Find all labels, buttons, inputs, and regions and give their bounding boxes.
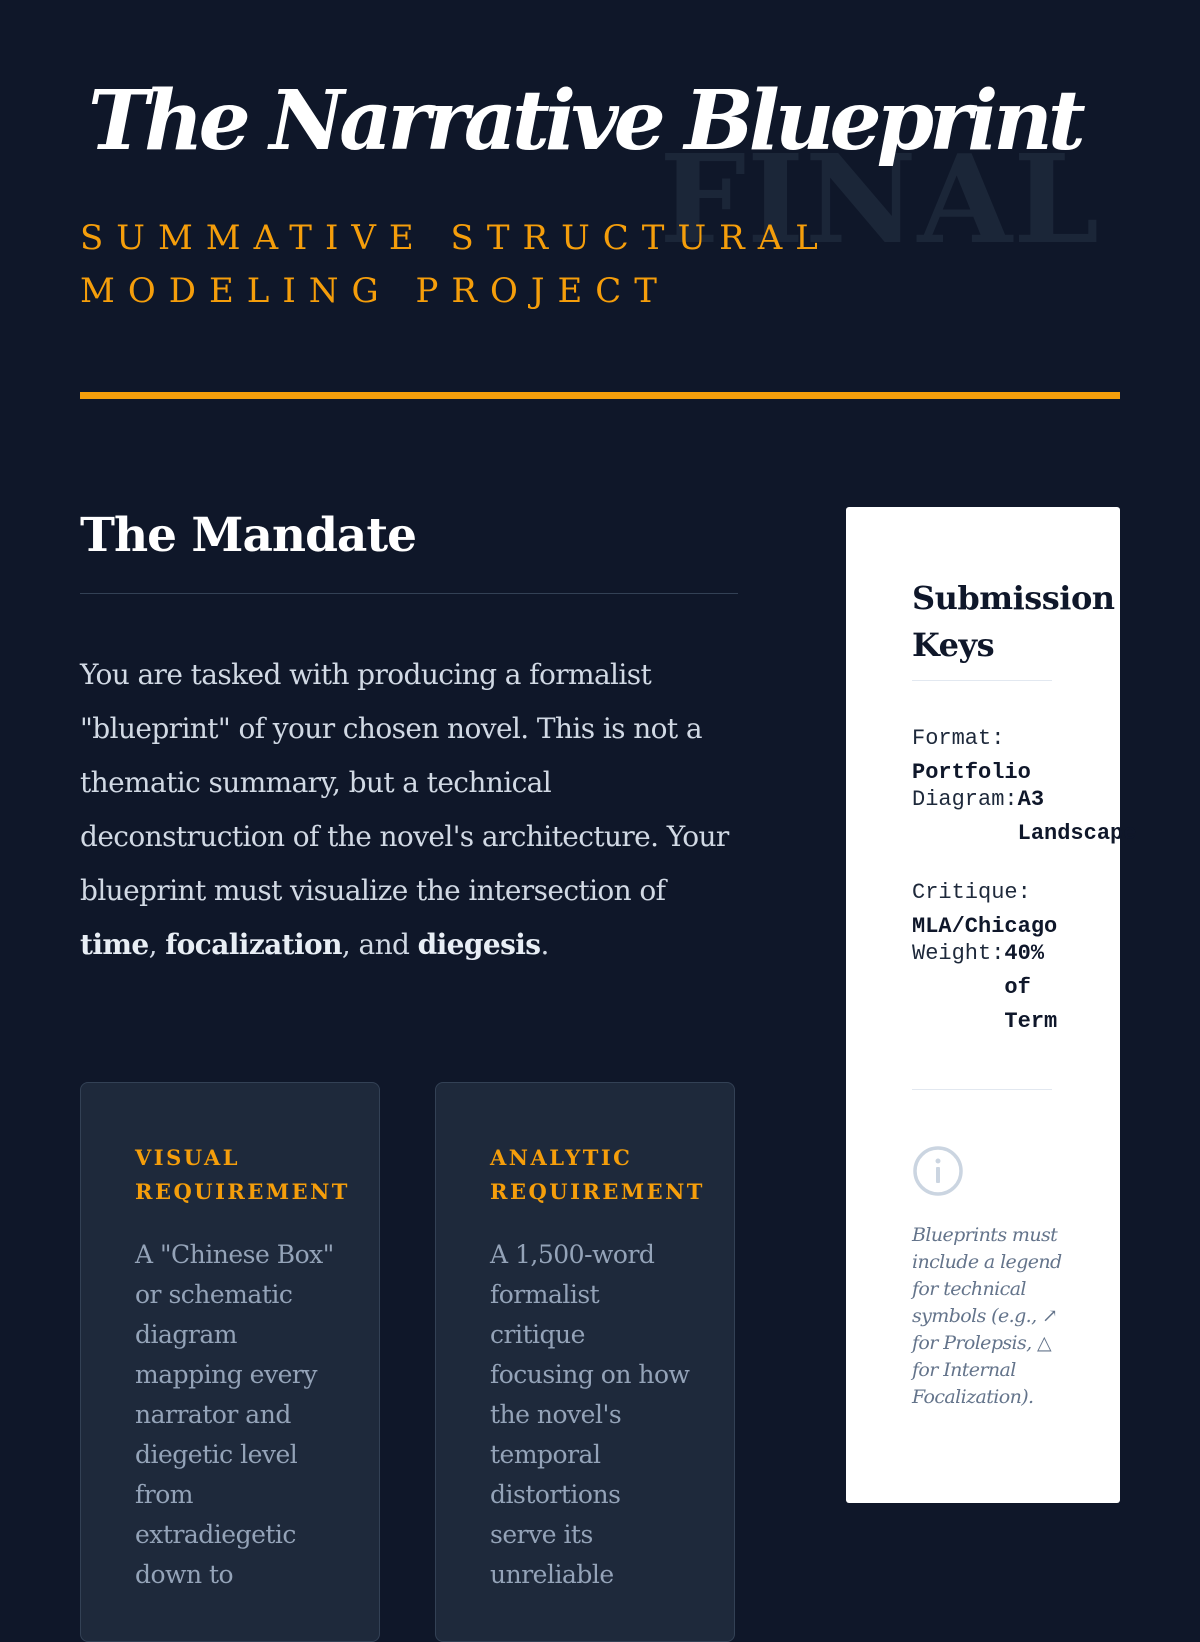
key-value: MLA/Chicago bbox=[912, 914, 1058, 939]
page-subtitle: SUMMATIVE STRUCTURAL MODELING PROJECT bbox=[80, 218, 831, 311]
mandate-term-diegesis: diegesis bbox=[417, 928, 541, 961]
key-value: 40% of Term bbox=[1004, 941, 1058, 1034]
key-label: Format: bbox=[912, 726, 1005, 751]
mandate-term-time: time bbox=[80, 928, 149, 961]
analytic-requirement-card bbox=[435, 1082, 735, 1642]
key-label: Weight: bbox=[912, 941, 1005, 966]
mandate-term-focalization: focalization bbox=[165, 928, 342, 961]
mandate-paragraph bbox=[80, 648, 740, 972]
header-divider bbox=[80, 392, 1120, 399]
info-circle-icon bbox=[912, 1145, 964, 1197]
mandate-divider bbox=[80, 593, 738, 594]
mandate-intro: You are tasked with producing a formalist "blueprint" of your chosen novel. This is not a thematic summary, but a technical deconstruction of the novel's architecture. Your blueprint must visualize the intersection of bbox=[80, 658, 729, 907]
key-value: Portfolio bbox=[912, 760, 1031, 785]
key-row-diagram bbox=[912, 783, 1137, 851]
legend-note: Blueprints must include a legend for technical symbols (e.g., ↗ for Prolepsis, △ for Internal Focalization). bbox=[912, 1224, 1062, 1408]
visual-requirement-text: A "Chinese Box" or schematic diagram mapping every narrator and diegetic level from extradiegetic down to bbox=[135, 1240, 334, 1589]
mandate-separator: , bbox=[148, 928, 166, 961]
key-label: Diagram: bbox=[912, 787, 1018, 812]
key-label: Critique: bbox=[912, 880, 1031, 905]
key-value: A3 Landscape bbox=[1017, 787, 1137, 846]
key-row-weight bbox=[912, 937, 1064, 1039]
submission-keys-heading: Submission Keys bbox=[912, 579, 1115, 664]
mandate-separator: , and bbox=[341, 928, 418, 961]
submission-keys-panel bbox=[846, 507, 1137, 1503]
mandate-heading: The Mandate bbox=[80, 508, 416, 563]
visual-requirement-card bbox=[80, 1082, 380, 1642]
key-row-critique bbox=[912, 876, 1120, 944]
analytic-requirement-text: A 1,500-word formalist critique focusing on how the novel's temporal distortions serve its unreliable bbox=[490, 1240, 690, 1589]
mandate-end: . bbox=[540, 928, 549, 961]
keys-divider bbox=[912, 1089, 1052, 1090]
page-title: The Narrative Blueprint bbox=[88, 73, 1081, 169]
visual-requirement-label: VISUAL REQUIREMENT bbox=[135, 1145, 350, 1204]
final-watermark: FINAL bbox=[659, 127, 1100, 271]
analytic-requirement-label: ANALYTIC REQUIREMENT bbox=[490, 1145, 705, 1204]
key-row-format bbox=[912, 722, 1120, 790]
keys-divider bbox=[912, 680, 1052, 681]
